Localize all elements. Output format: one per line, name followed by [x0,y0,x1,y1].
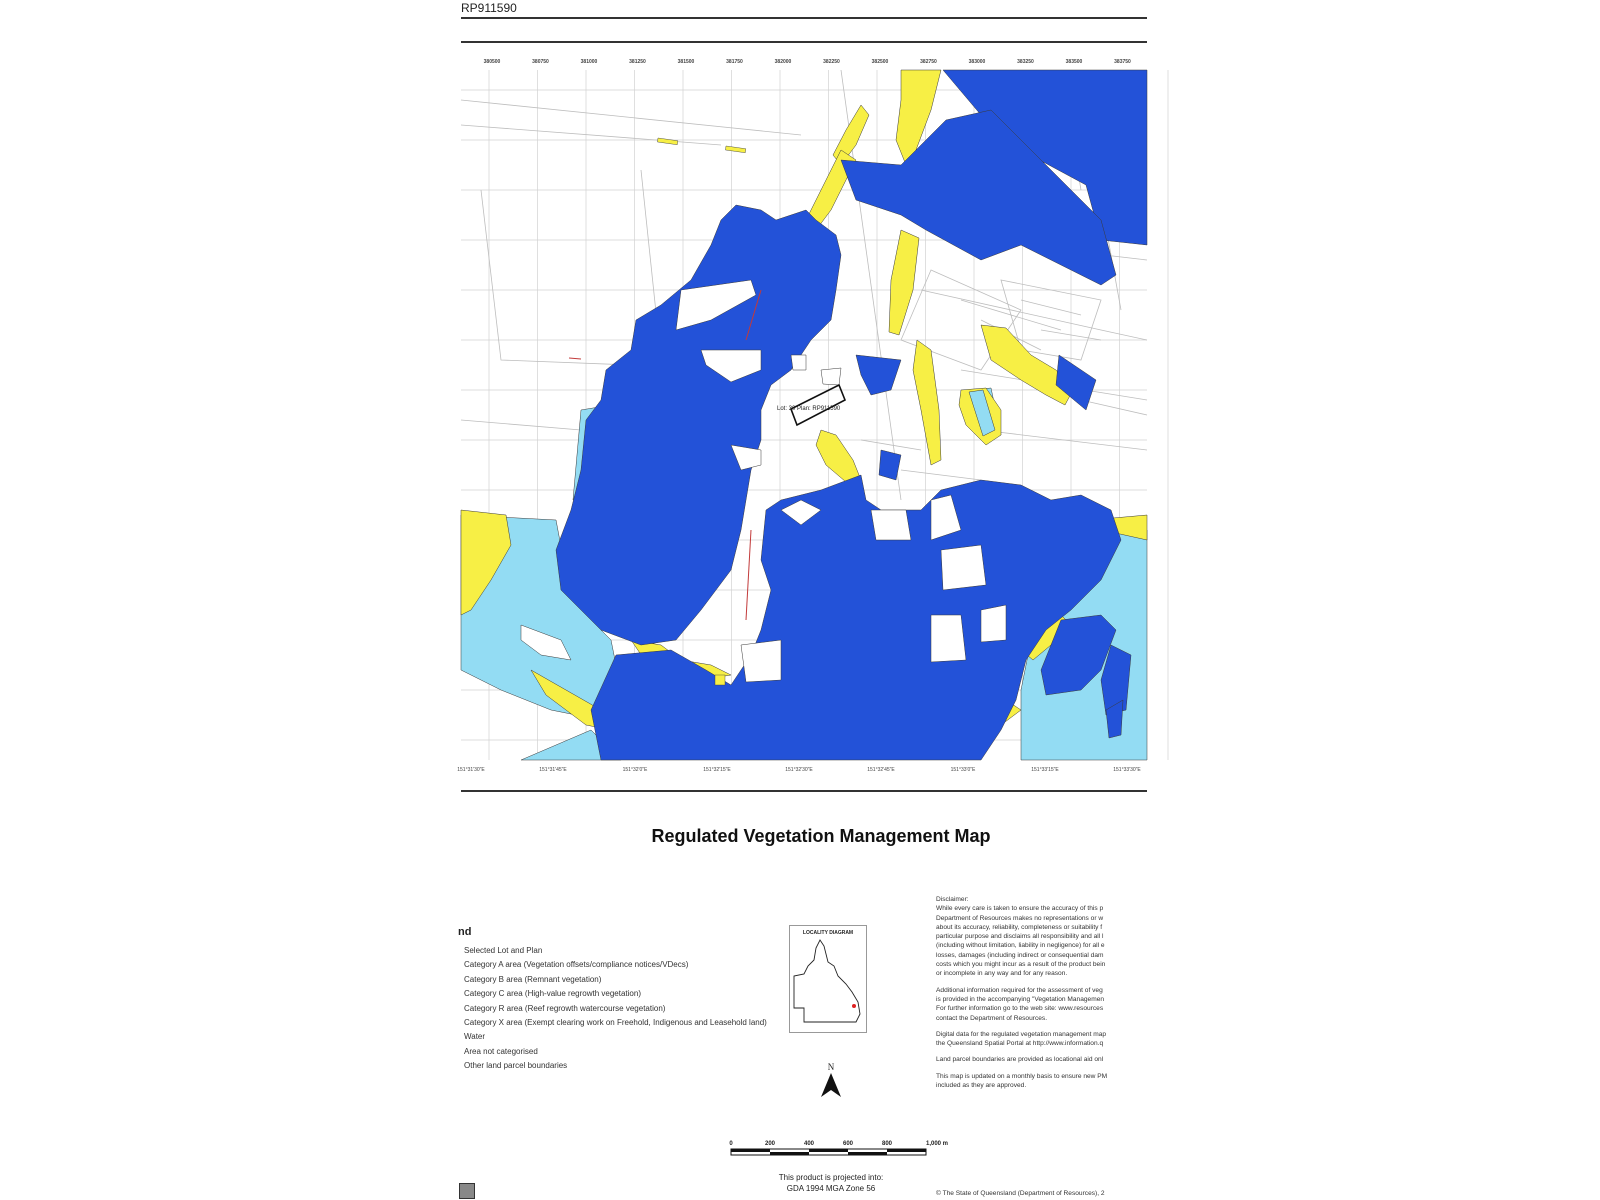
scale-segment [887,1149,926,1152]
north-label: N [827,1062,835,1072]
disclaimer-line: included as they are approved. [936,1082,1027,1090]
legend-item-category-x: Category X area (Exempt clearing work on Freehold, Indigenous and Leasehold land) [464,1017,767,1027]
scale-label: 400 [803,1141,815,1147]
disclaimer-paragraph [936,1072,1147,1091]
legend-item-selected-lot: Selected Lot and Plan [464,946,543,955]
legend-item-not-categorised: Area not categorised [464,1046,538,1056]
scale-label: 1,000 m [926,1141,949,1147]
legend-item-category-r: Category R area (Reef regrowth watercourse vegetation) [464,1003,666,1013]
map-title: Regulated Vegetation Management Map [651,826,991,846]
legend-heading: nd [458,926,472,938]
queensland-outline-icon [794,940,860,1022]
top-tick-label: 381000 [580,59,598,65]
scale-label: 200 [764,1141,776,1147]
scale-label: 600 [842,1141,854,1147]
bottom-tick-label: 151°31'45"E [539,767,567,773]
location-marker-icon [852,1004,856,1008]
locality-diagram-title: LOCALITY DIAGRAM [802,930,854,936]
disclaimer-line: Land parcel boundaries are provided as locational aid onl [936,1056,1104,1064]
top-tick-label: 382500 [871,59,889,65]
disclaimer-line: Disclaimer: [936,896,969,903]
legend-item-category-a: Category A area (Vegetation offsets/compliance notices/VDecs) [464,960,689,970]
top-tick-label: 380500 [483,59,501,65]
top-tick-label: 381500 [677,59,695,65]
north-arrow-icon [816,1072,846,1098]
projection-line-2: GDA 1994 MGA Zone 56 [786,1184,876,1193]
projection-note [731,1172,931,1194]
top-tick-label: 383500 [1065,59,1083,65]
top-tick-label: 382750 [920,59,937,65]
scale-label: 800 [881,1141,893,1147]
top-coordinate-ticks [461,54,1147,68]
corner-logo-icon [459,1183,475,1199]
disclaimer-line: costs which you might incur as a result of the product bein [936,961,1106,969]
top-tick-label: 382000 [774,59,792,65]
top-tick-label: 381250 [629,59,646,65]
projection-line-1: This product is projected into: [778,1173,884,1182]
disclaimer-paragraph [936,1055,1147,1064]
header-rule-top [461,17,1147,19]
disclaimer-line: This map is updated on a monthly basis to ensure new PM [936,1072,1108,1080]
disclaimer-line: losses, damages (including indirect or consequential dam [936,951,1104,959]
disclaimer-line: contact the Department of Resources. [936,1014,1048,1022]
scale-segment [731,1149,770,1152]
bottom-coordinate-ticks [457,762,1147,776]
disclaimer-paragraph [936,1030,1147,1049]
disclaimer-line: or incomplete in any way and for any reason. [936,970,1068,978]
locality-diagram [789,925,867,1033]
disclaimer-line: about its accuracy, reliability, completeness or suitability f [936,923,1103,931]
bottom-tick-label: 151°33'30"E [1113,767,1141,773]
disclaimer-paragraph [936,986,1147,1023]
vegetation-map[interactable] [461,70,1147,760]
scale-segment [848,1152,887,1155]
disclaimer-line: (including without limitation, liability in negligence) for all e [936,942,1105,950]
top-tick-label: 381750 [726,59,743,65]
top-tick-label: 383750 [1114,59,1131,65]
disclaimer-line: Digital data for the regulated vegetation management map [936,1030,1107,1038]
bottom-tick-label: 151°33'0"E [950,767,976,773]
disclaimer-line: particular purpose and disclaims all responsibility and all l [936,933,1104,941]
disclaimer-line: For further information go to the web site: www.resources [936,1005,1104,1013]
disclaimer-line: the Queensland Spatial Portal at http://www.information.q [936,1040,1104,1048]
map-bottom-rule [461,790,1147,792]
bottom-tick-label: 151°32'0"E [622,767,648,773]
selected-lot-label: Lot: 30 Plan: RP911590 [777,406,841,412]
north-arrow [816,1062,846,1103]
header-rule-bottom [461,41,1147,43]
top-tick-label: 383000 [968,59,986,65]
bottom-tick-label: 151°32'45"E [867,767,895,773]
legend-item-parcel-boundaries: Other land parcel boundaries [464,1061,568,1071]
top-tick-label: 383250 [1017,59,1034,65]
disclaimer-line: Additional information required for the assessment of veg [936,986,1103,994]
plan-reference: RP911590 [461,1,517,15]
map-document [457,0,1147,1200]
legend-item-category-b: Category B area (Remnant vegetation) [464,974,602,984]
scale-segment [809,1149,848,1152]
disclaimer [936,895,1147,1097]
bottom-tick-label: 151°31'30"E [457,767,485,773]
top-tick-label: 382250 [823,59,840,65]
scale-segment [770,1152,809,1155]
top-tick-label: 380750 [532,59,549,65]
scale-label: 0 [729,1141,733,1147]
legend-item-water: Water [464,1032,486,1042]
copyright-note: © The State of Queensland (Department of Resources), 2 [936,1190,1105,1197]
disclaimer-line: Department of Resources makes no representations or w [936,914,1104,922]
bottom-tick-label: 151°32'15"E [703,767,731,773]
disclaimer-paragraph [936,895,1147,979]
disclaimer-line: is provided in the accompanying "Vegetation Managemen [936,995,1105,1003]
legend-list [464,944,767,1074]
disclaimer-line: While every care is taken to ensure the accuracy of this p [936,905,1104,913]
bottom-tick-label: 151°32'30"E [785,767,813,773]
legend-item-category-c: Category C area (High-value regrowth vegetation) [464,989,641,999]
bottom-tick-label: 151°33'15"E [1031,767,1059,773]
scale-bar [727,1138,949,1168]
